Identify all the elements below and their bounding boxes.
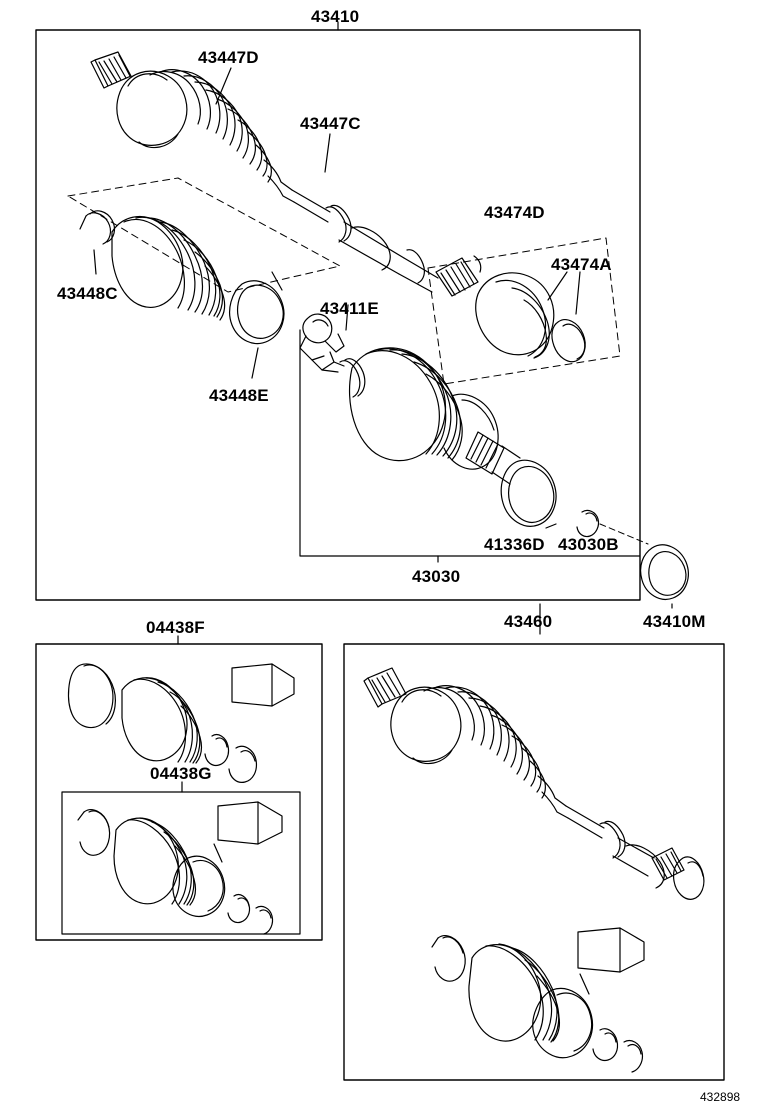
part-label-43030B: 43030B <box>558 535 619 554</box>
part-label-43447C: 43447C <box>300 114 361 133</box>
part-label-43030: 43030 <box>412 567 461 586</box>
part-label-43474A: 43474A <box>551 255 612 274</box>
part-label-43411E: 43411E <box>320 299 379 318</box>
part-label-43448E: 43448E <box>209 386 269 405</box>
part-label-43410M: 43410M <box>643 612 706 631</box>
part-label-04438F: 04438F <box>146 618 205 637</box>
part-label-43447D: 43447D <box>198 48 259 67</box>
part-label-43410: 43410 <box>311 7 360 26</box>
part-label-43460: 43460 <box>504 612 553 631</box>
part-label-04438G: 04438G <box>150 764 212 783</box>
part-label-43474D: 43474D <box>484 203 545 222</box>
diagram-figure-id: 432898 <box>700 1090 741 1104</box>
part-label-43448C: 43448C <box>57 284 118 303</box>
part-label-41336D: 41336D <box>484 535 545 554</box>
